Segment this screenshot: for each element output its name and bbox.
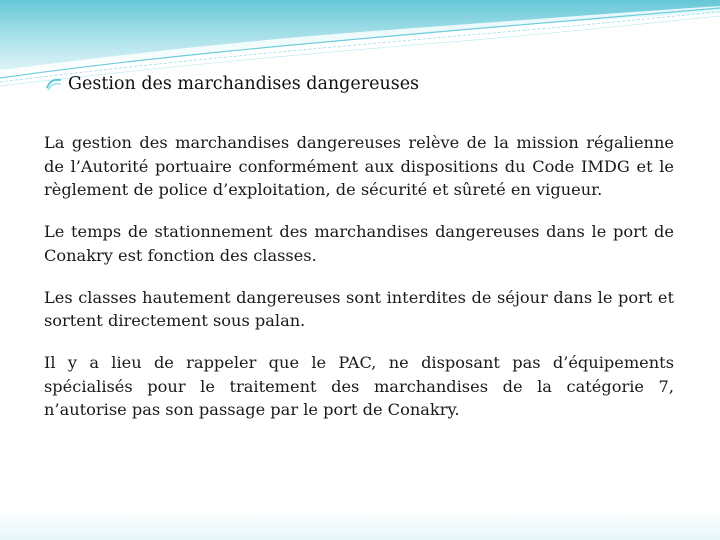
paragraph-stationnement: Le temps de stationnement des marchandises dangereuses dans le port de Conakry est fonction des classes. (44, 222, 674, 265)
paragraph-mission: La gestion des marchandises dangereuses relève de la mission régalienne de l’Autorité portuaire conformément aux dispositions du Code IMDG et le règlement de police d’exploitation, de sécurité et sûreté en vigueur. (44, 133, 674, 199)
paragraph-classes: Les classes hautement dangereuses sont interdites de séjour dans le port et sortent directement sous palan. (44, 287, 674, 330)
slide-title-row (46, 74, 686, 94)
paragraph-categorie-7: Il y a lieu de rappeler que le PAC, ne disposant pas d’équipements spécialisés pour le traitement des marchandises de la catégorie 7, n’autorise pas son passage par le port de Conakry. (44, 353, 674, 419)
footer-gradient (0, 510, 720, 540)
wave-bullet-icon (46, 77, 62, 91)
slide-body (44, 131, 674, 440)
slide-title: Gestion des marchandises dangereuses (68, 74, 420, 94)
